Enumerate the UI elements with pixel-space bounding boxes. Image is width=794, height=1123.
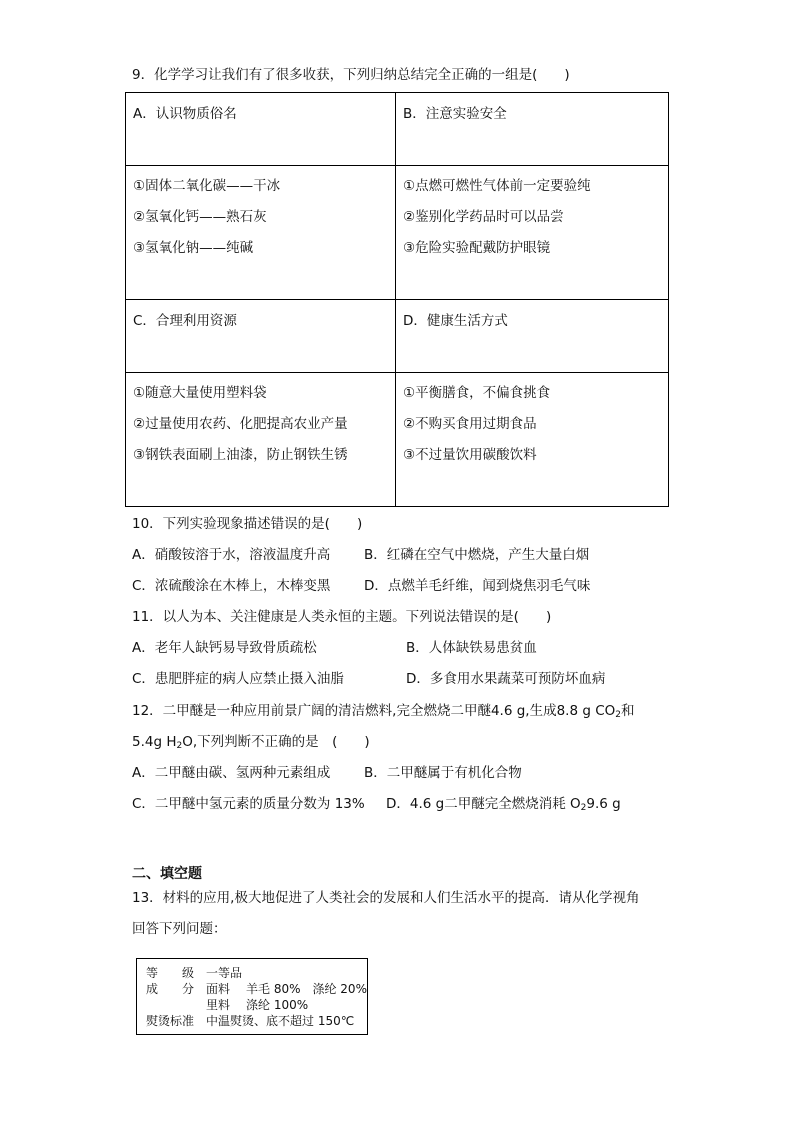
q9-b-item-3: ③危险实验配戴防护眼镜: [403, 240, 551, 256]
label-composition-key: 成 分: [146, 982, 195, 996]
label-face-key: 面料: [206, 982, 231, 996]
q9-d-item-2: ②不购买食用过期食品: [403, 416, 537, 432]
q12-stem-text-b: 4.6 g,生成8.8 g CO: [490, 703, 616, 719]
label-face-value: 羊毛 80% 涤纶 20%: [246, 982, 367, 996]
q9-c-item-2: ②过量使用农药、化肥提高农业产量: [133, 416, 348, 432]
q9-stem: 9．化学学习让我们有了很多收获，下列归纳总结完全正确的一组是( ): [132, 67, 570, 83]
q10-stem: 10．下列实验现象描述错误的是( ): [132, 516, 363, 532]
clothing-label: [136, 958, 368, 1035]
q13-stem-line1: 13．材料的应用,极大地促进了人类社会的发展和人们生活水平的提高．请从化学视角: [132, 890, 640, 906]
q12-stem-line1: [132, 702, 635, 724]
q13-stem-line2: 回答下列问题：: [132, 921, 227, 937]
q9-c-item-3: ③钢铁表面刷上油漆，防止钢铁生锈: [133, 447, 348, 463]
q9-option-d-title: D．健康生活方式: [396, 300, 669, 373]
q12-option-d-mass: 9.6 g: [586, 796, 621, 812]
q9-option-b-items: [396, 166, 669, 300]
q12-option-a: A．二甲醚由碳、氢两种元素组成: [132, 765, 331, 781]
q12-o2-subscript: 2: [580, 803, 587, 813]
q12-option-d-text: D．4.6 g二甲醚完全燃烧消耗 O: [386, 796, 581, 812]
q10-option-d: D．点燃羊毛纤维，闻到烧焦羽毛气味: [364, 578, 591, 594]
q9-option-c-title: C．合理利用资源: [126, 300, 396, 373]
q12-option-d: [386, 795, 621, 817]
q9-table: [125, 92, 669, 507]
q9-a-item-3: ③氢氧化钠——纯碱: [133, 240, 254, 256]
q9-b-item-2: ②鉴别化学药品时可以品尝: [403, 209, 564, 225]
q12-stem-line2: [132, 733, 370, 755]
q12-co2-subscript: 2: [615, 710, 621, 720]
q9-option-b-title: B．注意实验安全: [396, 93, 669, 166]
q11-option-b: B．人体缺铁易患贫血: [406, 640, 537, 656]
q9-b-item-1: ①点燃可燃性气体前一定要验纯: [403, 178, 591, 194]
q9-a-item-1: ①固体二氧化碳——干冰: [133, 178, 281, 194]
label-lining-key: 里料: [206, 998, 231, 1012]
q12-h2o-subscript: 2: [176, 741, 183, 751]
label-grade-value: 一等品: [206, 966, 243, 980]
label-ironing-key: 熨烫标准: [146, 1014, 195, 1028]
q10-option-b: B．红磷在空气中燃烧，产生大量白烟: [364, 547, 590, 563]
section-title: 二、填空题: [132, 866, 202, 882]
q12-option-c: C．二甲醚中氢元素的质量分数为 13%: [132, 796, 365, 812]
q9-d-item-3: ③不过量饮用碳酸饮料: [403, 447, 537, 463]
q11-option-d: D．多食用水果蔬菜可预防坏血病: [406, 671, 606, 687]
label-row-ironing: [146, 1013, 367, 1029]
q12-stem-text-d: 5.4g H: [132, 734, 177, 750]
q11-stem: 11．以人为本、关注健康是人类永恒的主题。下列说法错误的是( ): [132, 609, 552, 625]
q9-a-item-2: ②氢氧化钙——熟石灰: [133, 209, 267, 225]
label-lining-value: 涤纶 100%: [246, 998, 309, 1012]
q12-stem-text-c: 和: [621, 703, 635, 719]
label-ironing-value: 中温熨烫、底不超过 150℃: [206, 1014, 355, 1028]
q12-stem-text-a: 12．二甲醚是一种应用前景广阔的清洁燃料,完全燃烧二甲醚: [132, 703, 491, 719]
q9-option-c-items: [126, 373, 396, 507]
q12-option-b: B．二甲醚属于有机化合物: [364, 765, 522, 781]
q9-option-d-items: [396, 373, 669, 507]
q9-c-item-1: ①随意大量使用塑料袋: [133, 385, 267, 401]
label-grade-key: 等 级: [146, 966, 195, 980]
q12-stem-text-e: O,下列判断不正确的是 ( ): [182, 734, 370, 750]
q9-option-a-items: [126, 166, 396, 300]
q11-option-c: C．患肥胖症的病人应禁止摄入油脂: [132, 671, 344, 687]
label-row-grade: [146, 965, 367, 981]
label-row-lining: [146, 997, 367, 1013]
q10-option-c: C．浓硫酸涂在木棒上，木棒变黑: [132, 578, 331, 594]
q10-option-a: A．硝酸铵溶于水，溶液温度升高: [132, 547, 331, 563]
label-row-composition: [146, 981, 367, 997]
q9-d-item-1: ①平衡膳食，不偏食挑食: [403, 385, 551, 401]
q9-option-a-title: A．认识物质俗名: [126, 93, 396, 166]
q11-option-a: A．老年人缺钙易导致骨质疏松: [132, 640, 317, 656]
